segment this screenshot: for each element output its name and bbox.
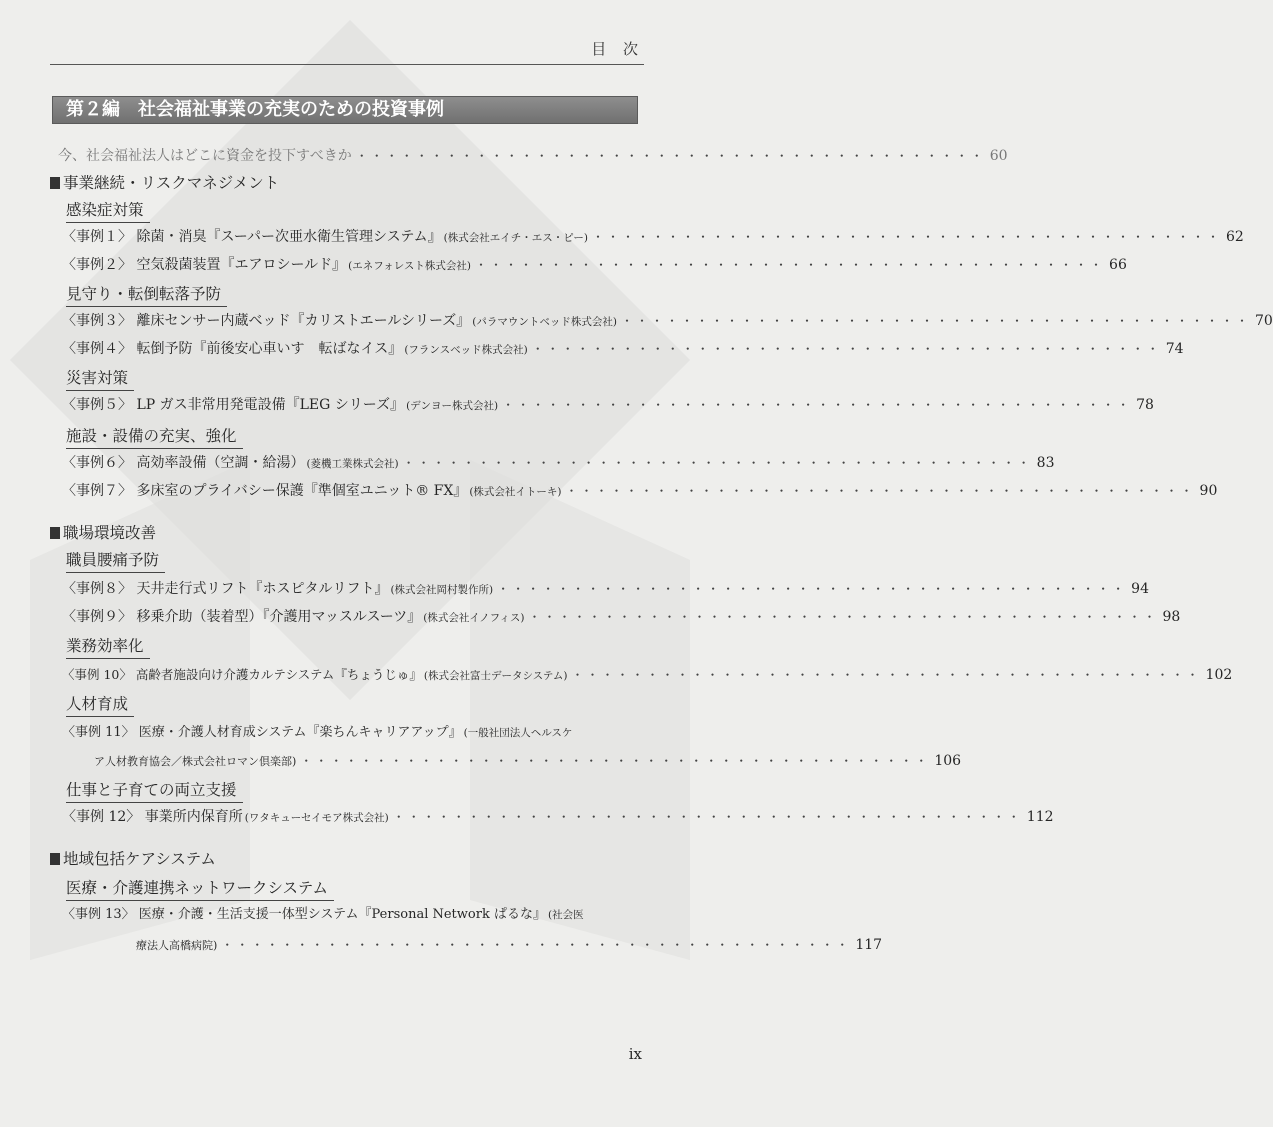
entry-page: 117 — [855, 937, 883, 953]
toc-entry-9[interactable] — [62, 604, 1181, 630]
leader-dots: ・・・・・・・・・・・・・・・・・・・・・・・・・・・・・・・・・・・・・・・・・・ — [565, 484, 1196, 498]
toc-entry-11-continuation[interactable] — [94, 748, 962, 774]
entry-title: 〈事例２〉 空気殺菌装置『エアロシールド』 — [62, 257, 347, 273]
entry-page: 102 — [1205, 667, 1233, 683]
entry-company: (菱機工業株式会社) — [306, 458, 399, 470]
leader-dots: ・・・・・・・・・・・・・・・・・・・・・・・・・・・・・・・・・・・・・・・・・・ — [300, 754, 931, 768]
entry-company: (エネフォレスト株式会社) — [348, 260, 472, 272]
leader-dots: ・・・・・・・・・・・・・・・・・・・・・・・・・・・・・・・・・・・・・・・・・・ — [591, 230, 1222, 244]
subcategory-hr-development: 人材育成 — [66, 692, 134, 717]
toc-entry-13[interactable] — [62, 902, 642, 928]
toc-entry-7[interactable] — [62, 478, 1218, 504]
square-bullet-icon — [50, 853, 60, 865]
entry-page: 83 — [1036, 455, 1055, 471]
toc-entry-5[interactable] — [62, 392, 1154, 418]
entry-company-continued: ア人材教育協会／株式会社ロマン倶楽部) — [94, 755, 297, 768]
entry-title: 〈事例３〉 離床センサー内蔵ベッド『カリストエールシリーズ』 — [62, 313, 471, 329]
entry-page: 74 — [1165, 341, 1184, 357]
entry-page: 70 — [1255, 313, 1273, 329]
entry-company: (株式会社エイチ・エス・ピー) — [443, 232, 588, 244]
entry-company-continued: 療法人高橋病院) — [136, 939, 218, 952]
entry-title: 〈事例 12〉 事業所内保育所 — [62, 809, 243, 825]
intro-row[interactable] — [58, 143, 1008, 169]
subcategory-efficiency: 業務効率化 — [66, 634, 150, 659]
leader-dots: ・・・・・・・・・・・・・・・・・・・・・・・・・・・・・・・・・・・・・・・・・・ — [531, 342, 1162, 356]
entry-page: 78 — [1136, 397, 1154, 413]
leader-dots: ・・・・・・・・・・・・・・・・・・・・・・・・・・・・・・・・・・・・・・・・・・ — [355, 149, 986, 163]
leader-dots: ・・・・・・・・・・・・・・・・・・・・・・・・・・・・・・・・・・・・・・・・・・ — [620, 314, 1251, 328]
subcategory-fall-prevention: 見守り・転倒転落予防 — [66, 282, 227, 307]
square-bullet-icon — [50, 527, 60, 539]
toc-entry-10[interactable] — [62, 662, 1233, 688]
entry-title: 〈事例４〉 転倒予防『前後安心車いす 転ばなイス』 — [62, 341, 403, 357]
entry-title: 〈事例８〉 天井走行式リフト『ホスピタルリフト』 — [62, 581, 389, 597]
entry-company: (社会医 — [547, 909, 584, 921]
entry-page: 98 — [1162, 609, 1181, 625]
entry-page: 106 — [934, 753, 962, 769]
leader-dots: ・・・・・・・・・・・・・・・・・・・・・・・・・・・・・・・・・・・・・・・・・・ — [502, 398, 1133, 412]
entry-page: 90 — [1199, 483, 1218, 499]
square-bullet-icon — [50, 177, 60, 189]
entry-company: (株式会社岡村製作所) — [390, 584, 494, 596]
toc-entry-6[interactable] — [62, 450, 1055, 476]
entry-page: 94 — [1131, 581, 1149, 597]
toc-entry-3[interactable] — [62, 308, 1273, 334]
entry-title: 〈事例 10〉 高齢者施設向け介護カルテシステム『ちょうじゅ』 — [62, 667, 422, 682]
entry-company: (株式会社イトーキ) — [469, 486, 562, 498]
entry-title: 〈事例１〉 除菌・消臭『スーパー次亜水衛生管理システム』 — [62, 229, 442, 245]
entry-page: 62 — [1225, 229, 1244, 245]
entry-title: 〈事例 11〉 医療・介護人材育成システム『楽ちんキャリアアップ』 — [62, 725, 462, 740]
leader-dots: ・・・・・・・・・・・・・・・・・・・・・・・・・・・・・・・・・・・・・・・・・・ — [392, 810, 1023, 824]
category-business-continuity — [50, 170, 279, 196]
subcategory-work-childcare: 仕事と子育ての両立支援 — [66, 778, 243, 803]
page-number: ix — [628, 1045, 642, 1063]
intro-text: 今、社会福祉法人はどこに資金を投下すべきか — [58, 148, 352, 164]
entry-title: 〈事例５〉 LP ガス非常用発電設備『LEG シリーズ』 — [62, 397, 405, 413]
entry-title: 〈事例 13〉 医療・介護・生活支援一体型システム『Personal Network ぱるな』 — [62, 907, 546, 922]
entry-title: 〈事例７〉 多床室のプライバシー保護『準個室ユニット® FX』 — [62, 483, 468, 499]
toc-entry-13-continuation[interactable] — [136, 932, 883, 958]
category-community-care — [50, 846, 216, 872]
category-title: 地域包括ケアシステム — [63, 850, 216, 868]
subcategory-network: 医療・介護連携ネットワークシステム — [66, 876, 334, 901]
entry-company: (株式会社富士データシステム) — [423, 670, 568, 682]
header-rule — [50, 64, 644, 65]
entry-company: (株式会社イノフィス) — [423, 612, 525, 624]
toc-entry-1[interactable] — [62, 224, 1244, 250]
leader-dots: ・・・・・・・・・・・・・・・・・・・・・・・・・・・・・・・・・・・・・・・・・・ — [571, 668, 1202, 682]
entry-company: (フランスベッド株式会社) — [404, 344, 528, 356]
leader-dots: ・・・・・・・・・・・・・・・・・・・・・・・・・・・・・・・・・・・・・・・・・・ — [497, 582, 1128, 596]
intro-page: 60 — [989, 148, 1008, 164]
section-banner: 第２編 社会福祉事業の充実のための投資事例 — [52, 96, 638, 124]
entry-company: (パラマウントベッド株式会社) — [472, 316, 617, 328]
subcategory-infection: 感染症対策 — [66, 198, 150, 223]
header-label: 目 次 — [591, 40, 644, 58]
toc-entry-4[interactable] — [62, 336, 1184, 362]
toc-entry-8[interactable] — [62, 576, 1149, 602]
subcategory-facilities: 施設・設備の充実、強化 — [66, 424, 243, 449]
entry-company: (ワタキューセイモア株式会社) — [244, 812, 389, 824]
leader-dots: ・・・・・・・・・・・・・・・・・・・・・・・・・・・・・・・・・・・・・・・・・・ — [528, 610, 1159, 624]
entry-title: 〈事例６〉 高効率設備（空調・給湯） — [62, 455, 305, 471]
subcategory-disaster: 災害対策 — [66, 366, 134, 391]
category-workplace — [50, 520, 156, 546]
category-title: 職場環境改善 — [63, 524, 157, 542]
toc-entry-11[interactable] — [62, 720, 642, 746]
category-title: 事業継続・リスクマネジメント — [63, 174, 280, 192]
leader-dots: ・・・・・・・・・・・・・・・・・・・・・・・・・・・・・・・・・・・・・・・・・・ — [221, 938, 852, 952]
toc-entry-12[interactable] — [62, 804, 1054, 830]
subcategory-back-pain: 職員腰痛予防 — [66, 548, 165, 573]
entry-page: 112 — [1026, 809, 1054, 825]
entry-page: 66 — [1109, 257, 1127, 273]
toc-entry-2[interactable] — [62, 252, 1127, 278]
entry-company: (デンヨー株式会社) — [406, 400, 499, 412]
entry-title: 〈事例９〉 移乗介助（装着型）『介護用マッスルスーツ』 — [62, 609, 422, 625]
leader-dots: ・・・・・・・・・・・・・・・・・・・・・・・・・・・・・・・・・・・・・・・・・・ — [475, 258, 1106, 272]
leader-dots: ・・・・・・・・・・・・・・・・・・・・・・・・・・・・・・・・・・・・・・・・・・ — [402, 456, 1033, 470]
entry-company: (一般社団法人ヘルスケ — [463, 727, 573, 739]
